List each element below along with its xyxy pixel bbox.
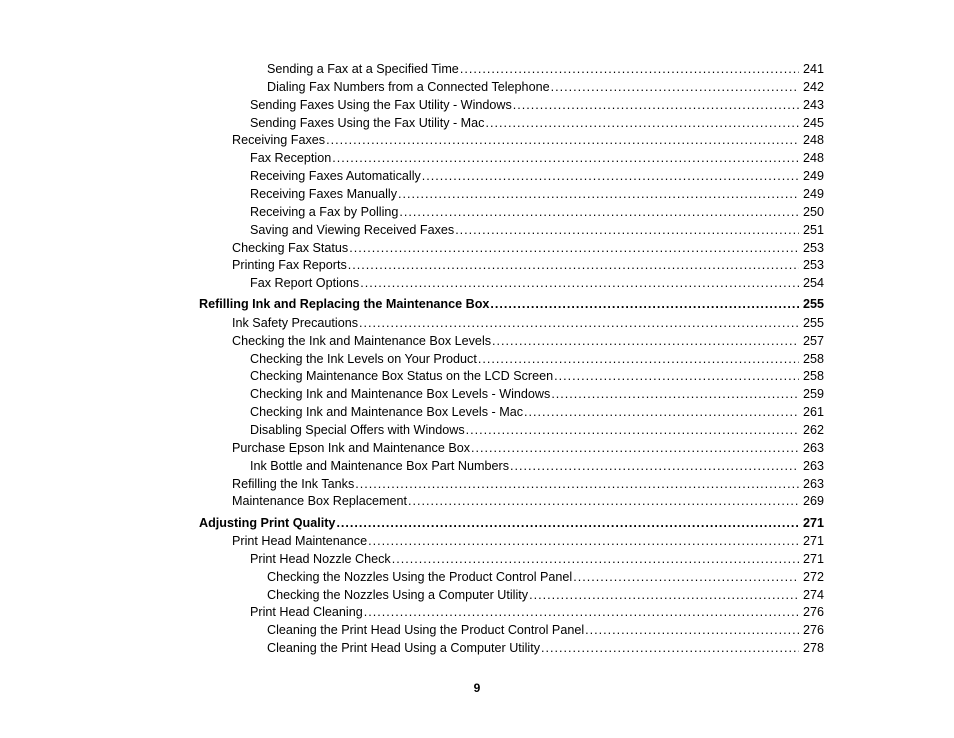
toc-entry[interactable] xyxy=(250,352,824,367)
toc-chapter-entry[interactable] xyxy=(199,297,824,312)
toc-entry[interactable] xyxy=(250,369,824,384)
toc-entry[interactable] xyxy=(232,133,824,148)
toc-entry-page: 261 xyxy=(802,405,824,420)
toc-entry[interactable] xyxy=(267,570,824,585)
toc-entry-label: Checking the Nozzles Using a Computer Utility xyxy=(267,587,529,602)
toc-leader-dots xyxy=(368,534,799,549)
toc-entry-page: 262 xyxy=(802,422,824,437)
toc-leader-dots xyxy=(573,570,799,585)
toc-entry[interactable] xyxy=(250,387,824,402)
toc-entry[interactable] xyxy=(250,187,824,202)
toc-leader-dots xyxy=(349,241,799,256)
toc-entry[interactable] xyxy=(250,423,824,438)
toc-leader-dots xyxy=(364,605,799,620)
toc-entry[interactable] xyxy=(232,334,824,349)
toc-entry-label: Print Head Maintenance xyxy=(232,533,368,548)
toc-entry[interactable] xyxy=(250,169,824,184)
toc-entry-label: Sending Faxes Using the Fax Utility - Mac xyxy=(250,115,485,130)
toc-leader-dots xyxy=(355,477,799,492)
toc-entry-label: Receiving a Fax by Polling xyxy=(250,204,399,219)
toc-entry-page: 263 xyxy=(802,458,824,473)
toc-entry-page: 243 xyxy=(802,97,824,112)
toc-entry-label: Sending Faxes Using the Fax Utility - Windows xyxy=(250,97,512,112)
toc-entry[interactable] xyxy=(267,80,824,95)
toc-entry[interactable] xyxy=(232,316,824,331)
toc-leader-dots xyxy=(551,387,799,402)
toc-leader-dots xyxy=(359,316,799,331)
toc-entry-label: Refilling Ink and Replacing the Maintenance Box xyxy=(199,297,490,312)
toc-entry[interactable] xyxy=(250,552,824,567)
toc-entry-label: Checking the Ink Levels on Your Product xyxy=(250,351,477,366)
toc-entry-page: 254 xyxy=(802,276,824,291)
toc-entry-page: 249 xyxy=(802,169,824,184)
toc-entry-page: 276 xyxy=(802,623,824,638)
toc-entry[interactable] xyxy=(250,276,824,291)
toc-entry-page: 258 xyxy=(802,351,824,366)
toc-leader-dots xyxy=(360,276,799,291)
toc-entry-page: 272 xyxy=(802,569,824,584)
toc-leader-dots xyxy=(392,552,799,567)
toc-leader-dots xyxy=(524,405,799,420)
toc-leader-dots xyxy=(408,494,799,509)
toc-leader-dots xyxy=(585,623,799,638)
toc-entry[interactable] xyxy=(267,623,824,638)
toc-entry-label: Cleaning the Print Head Using a Computer Utility xyxy=(267,641,540,655)
toc-leader-dots xyxy=(466,423,799,438)
toc-entry[interactable] xyxy=(232,534,824,549)
toc-leader-dots xyxy=(471,441,799,456)
toc-entry-page: 248 xyxy=(802,151,824,166)
toc-entry-page: 250 xyxy=(802,204,824,219)
toc-entry-page: 259 xyxy=(802,387,824,402)
toc-entry-page: 278 xyxy=(802,641,824,655)
toc-entry[interactable] xyxy=(250,459,824,474)
toc-leader-dots xyxy=(398,187,799,202)
toc-entry[interactable] xyxy=(250,116,824,131)
toc-entry-page: 271 xyxy=(802,551,824,566)
toc-entry-label: Checking Ink and Maintenance Box Levels - Mac xyxy=(250,405,524,420)
toc-entry-label: Ink Bottle and Maintenance Box Part Numbers xyxy=(250,458,510,473)
toc-leader-dots xyxy=(510,459,799,474)
toc-entry-label: Fax Report Options xyxy=(250,276,360,291)
toc-entry[interactable] xyxy=(232,477,824,492)
toc-entry[interactable] xyxy=(267,641,824,656)
toc-entry[interactable] xyxy=(232,258,824,273)
toc-leader-dots xyxy=(422,169,799,184)
toc-entry[interactable] xyxy=(232,441,824,456)
toc-entry-label: Checking the Nozzles Using the Product Control Panel xyxy=(267,569,573,584)
toc-entry-page: 274 xyxy=(802,587,824,602)
toc-entry-page: 251 xyxy=(802,222,824,237)
toc-entry[interactable] xyxy=(267,588,824,603)
toc-entry-label: Receiving Faxes Manually xyxy=(250,186,397,201)
toc-entry-label: Sending a Fax at a Specified Time xyxy=(267,62,459,76)
toc-entry-label: Ink Safety Precautions xyxy=(232,315,359,330)
toc-leader-dots xyxy=(551,80,799,95)
toc-leader-dots xyxy=(326,133,799,148)
toc-entry-label: Refilling the Ink Tanks xyxy=(232,476,355,491)
page-number: 9 xyxy=(473,681,481,695)
toc-entry-page: 263 xyxy=(802,440,824,455)
toc-entry-label: Checking Maintenance Box Status on the LCD Screen xyxy=(250,369,554,384)
toc-leader-dots xyxy=(490,297,799,312)
toc-leader-dots xyxy=(460,62,799,77)
toc-entry[interactable] xyxy=(250,405,824,420)
toc-leader-dots xyxy=(455,223,799,238)
toc-entry-page: 271 xyxy=(802,533,824,548)
toc-leader-dots xyxy=(332,151,799,166)
toc-entry[interactable] xyxy=(250,205,824,220)
toc-entry-page: 249 xyxy=(802,186,824,201)
toc-leader-dots xyxy=(529,588,799,603)
toc-entry-label: Receiving Faxes Automatically xyxy=(250,169,421,184)
toc-entry-page: 257 xyxy=(802,333,824,348)
toc-entry-label: Cleaning the Print Head Using the Product Control Panel xyxy=(267,623,585,638)
toc-leader-dots xyxy=(478,352,799,367)
toc-entry[interactable] xyxy=(267,62,824,77)
toc-entry[interactable] xyxy=(232,241,824,256)
toc-entry-label: Print Head Cleaning xyxy=(250,605,363,620)
toc-entry-label: Adjusting Print Quality xyxy=(199,515,336,530)
toc-entry-page: 255 xyxy=(802,315,824,330)
toc-entry-page: 269 xyxy=(802,494,824,509)
toc-entry-page: 255 xyxy=(802,297,824,312)
toc-entry-label: Disabling Special Offers with Windows xyxy=(250,422,465,437)
toc-entry-page: 253 xyxy=(802,240,824,255)
toc-leader-dots xyxy=(399,205,799,220)
toc-entry-label: Dialing Fax Numbers from a Connected Telephone xyxy=(267,79,550,94)
toc-entry-page: 245 xyxy=(802,115,824,130)
toc-entry-label: Checking the Ink and Maintenance Box Levels xyxy=(232,333,492,348)
toc-entry-label: Checking Fax Status xyxy=(232,240,349,255)
toc-entry-label: Maintenance Box Replacement xyxy=(232,494,408,509)
toc-entry-label: Purchase Epson Ink and Maintenance Box xyxy=(232,440,471,455)
toc-entry-label: Saving and Viewing Received Faxes xyxy=(250,222,455,237)
toc-entry-label: Receiving Faxes xyxy=(232,133,326,148)
toc-leader-dots xyxy=(513,98,799,113)
toc-leader-dots xyxy=(492,334,799,349)
toc-entry-page: 271 xyxy=(802,515,824,530)
toc-leader-dots xyxy=(554,369,799,384)
toc-entry[interactable] xyxy=(250,98,824,113)
toc-entry-label: Print Head Nozzle Check xyxy=(250,551,391,566)
toc-entry-label: Fax Reception xyxy=(250,151,332,166)
toc-entry-page: 242 xyxy=(802,79,824,94)
toc-entry[interactable] xyxy=(232,494,824,509)
toc-entry-page: 248 xyxy=(802,133,824,148)
toc-chapter-entry[interactable] xyxy=(199,516,824,531)
toc-entry-page: 258 xyxy=(802,369,824,384)
toc-leader-dots xyxy=(485,116,799,131)
toc-entry-page: 263 xyxy=(802,476,824,491)
toc-leader-dots xyxy=(541,641,799,656)
toc-leader-dots xyxy=(336,516,799,531)
toc-entry-page: 276 xyxy=(802,605,824,620)
toc-entry-page: 241 xyxy=(802,62,824,76)
toc-entry-page: 253 xyxy=(802,258,824,273)
toc-entry[interactable] xyxy=(250,605,824,620)
toc-leader-dots xyxy=(348,258,799,273)
toc-entry[interactable] xyxy=(250,151,824,166)
toc-entry-label: Checking Ink and Maintenance Box Levels - Windows xyxy=(250,387,551,402)
toc-entry[interactable] xyxy=(250,223,824,238)
toc-entry-label: Printing Fax Reports xyxy=(232,258,347,273)
